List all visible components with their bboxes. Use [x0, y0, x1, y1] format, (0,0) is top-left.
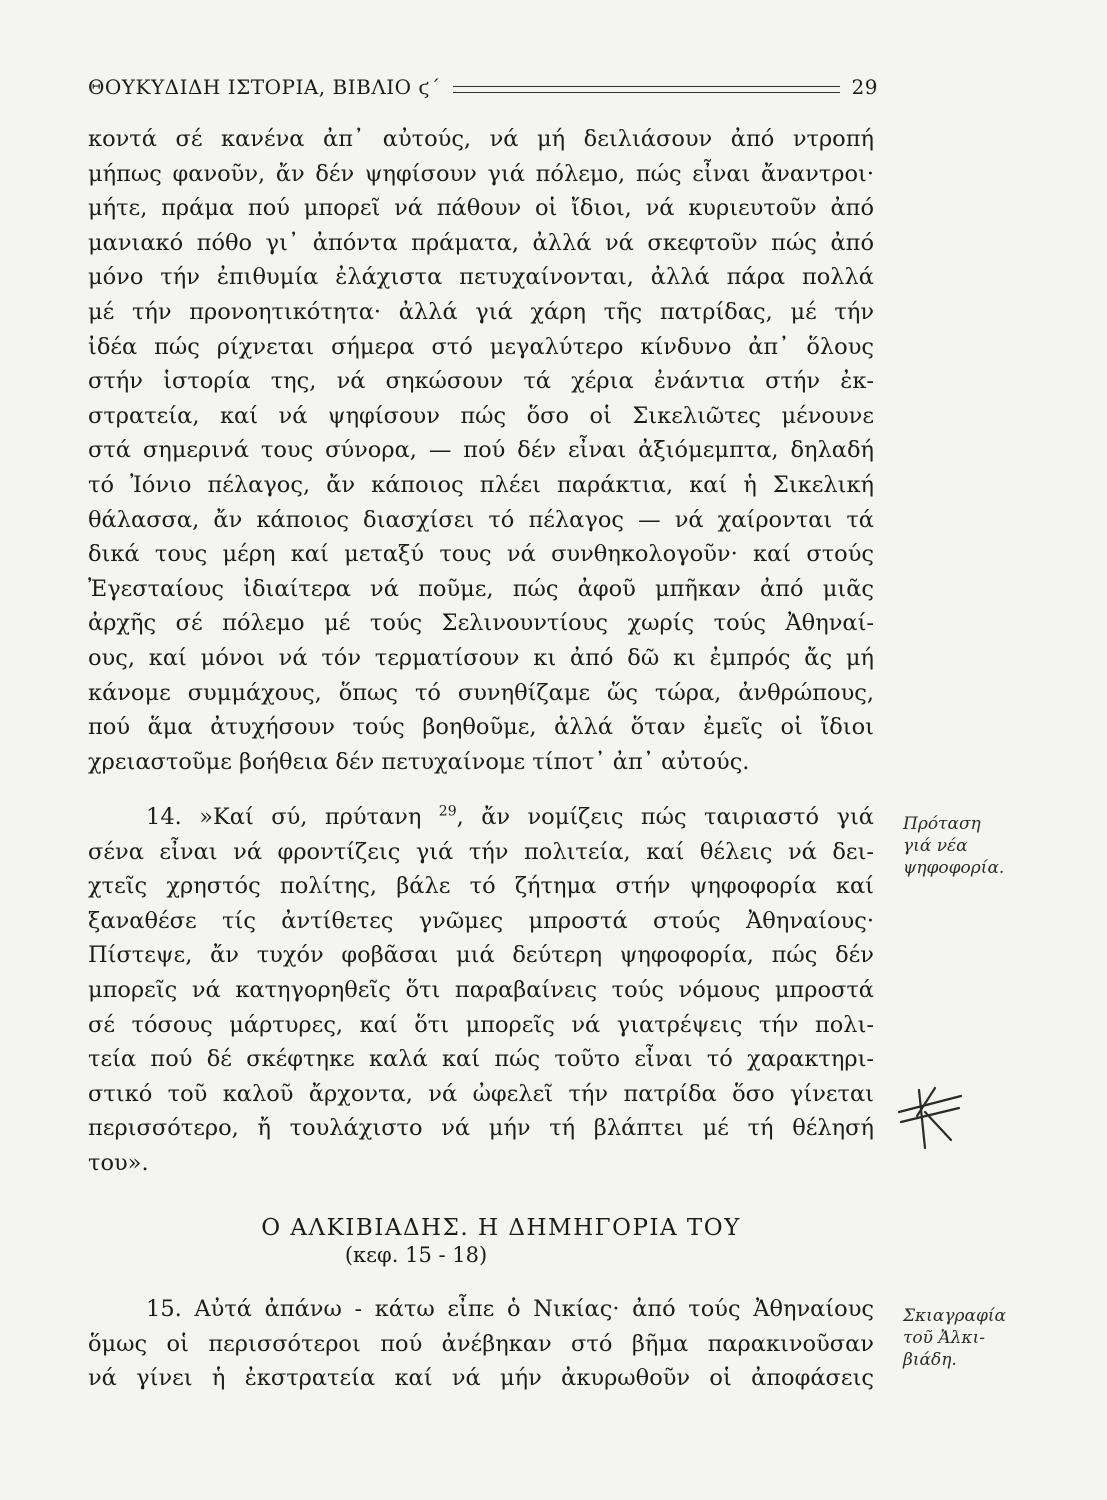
- page-number: 29: [851, 75, 878, 99]
- text-line: ἰδέα πώς ρίχνεται σήμερα στό μεγαλύτερο κίνδυνο ἀπ᾿ ὅλους: [88, 333, 874, 360]
- text-line: μπορεῖς νά κατηγορηθεῖς ὅτι παραβαίνεις τούς νόμους μπροστά: [88, 976, 874, 1003]
- text-line: ους, καί μόνοι νά τόν τερματίσουν κι ἀπό δῶ κι ἐμπρός ἄς μή: [88, 644, 874, 671]
- text-line: ὅμως οἱ περισσότεροι πού ἀνέβηκαν στό βῆμα παρακινοῦσαν: [88, 1330, 874, 1357]
- text-line: μανιακό πόθο γι᾿ ἀπόντα πράματα, ἀλλά νά σκεφτοῦν πώς ἀπό: [88, 229, 874, 256]
- text-line: τό Ἰόνιο πέλαγος, ἄν κάποιος πλέει παράκτια, καί ἡ Σικελική: [88, 471, 874, 498]
- text-line: Πίστεψε, ἄν τυχόν φοβᾶσαι μιά δεύτερη ψηφοφορία, πώς δέν: [88, 942, 874, 969]
- paragraph-13-continuation: [88, 122, 874, 779]
- margin-note-line: Σκιαγραφία: [903, 1306, 1006, 1326]
- text-line: μήπως φανοῦν, ἄν δέν ψηφίσουν γιά πόλεμο, πώς εἶναι ἄναντροι·: [88, 160, 874, 187]
- text-line: στά σημερινά τους σύνορα, — πού δέν εἶναι ἀξιόμεμπτα, δηλαδή: [88, 437, 874, 464]
- margin-note-line: Πρόταση: [903, 814, 981, 834]
- text-line: 15. Αὐτά ἀπάνω - κάτω εἶπε ὁ Νικίας· ἀπό τούς Ἀθηναίους: [146, 1296, 874, 1322]
- header-rule: [453, 86, 840, 93]
- text-line: μέ τήν προνοητικότητα· ἀλλά γιά χάρη τῆς πατρίδας, μέ τήν: [88, 298, 874, 325]
- margin-note-new-vote: [903, 813, 1004, 879]
- text-line: Ἐγεσταίους ἰδιαίτερα νά ποῦμε, πώς ἀφοῦ μπῆκαν ἀπό μιᾶς: [88, 575, 874, 602]
- text-line: περισσότερο, ἤ τουλάχιστο νά μήν τή βλάπτει μέ τή θέλησή: [88, 1115, 874, 1142]
- text-line: στικό τοῦ καλοῦ ἄρχοντα, νά ὠφελεῖ τήν πατρίδα ὅσο γίνεται: [88, 1080, 874, 1107]
- text-line: θάλασσα, ἄν κάποιος διασχίσει τό πέλαγος — νά χαίρονται τά: [88, 506, 874, 533]
- text-line: του».: [88, 1149, 149, 1176]
- text-line: ἀρχῆς σέ πόλεμο μέ τούς Σελινουντίους χωρίς τούς Ἀθηναί-: [88, 610, 874, 637]
- text-line: κάνομε συμμάχους, ὅπως τό συνηθίζαμε ὥς τώρα, ἀνθρώπους,: [88, 679, 874, 706]
- margin-note-alcibiades: [903, 1305, 1006, 1371]
- text-line: κοντά σέ κανένα ἀπ᾿ αὐτούς, νά μή δειλιάσουν ἀπό ντροπή: [88, 126, 874, 152]
- section-title: Ο ΑΛΚΙΒΙΑΔΗΣ. Η ΔΗΜΗΓΟΡΙΑ ΤΟΥ: [261, 1215, 741, 1241]
- text-line: μόνο τήν ἐπιθυμία ἐλάχιστα πετυχαίνονται, ἀλλά πάρα πολλά: [88, 264, 874, 291]
- text-line: τεία πού δέ σκέφτηκε καλά καί πώς τοῦτο εἶναι τό χαρακτηρι-: [88, 1046, 874, 1073]
- margin-note-line: τοῦ Ἀλκι-: [903, 1328, 985, 1348]
- margin-note-line: βιάδη.: [903, 1350, 957, 1370]
- section-subtitle: (κεφ. 15 - 18): [344, 1243, 488, 1267]
- paragraph-lead-rest: , ἄν νομίζεις πώς ταιριαστό γιά: [456, 804, 874, 830]
- text-line: νά γίνει ἡ ἐκστρατεία καί νά μήν ἀκυρωθοῦν οἱ ἀποφάσεις: [88, 1365, 874, 1392]
- text-line: ξαναθέσε τίς ἀντίθετες γνῶμες μπροστά στούς Ἀθηναίους·: [88, 907, 874, 934]
- footnote-ref: 29: [438, 803, 457, 820]
- text-line-first: [88, 800, 874, 835]
- section-end-mark-icon: [895, 1082, 965, 1154]
- paragraph-14: [88, 800, 874, 1181]
- text-line: χρειαστοῦμε βοήθεια δέν πετυχαίνομε τίποτ᾿ ἀπ᾿ αὐτούς.: [88, 748, 750, 775]
- text-line: μήτε, πράμα πού μπορεῖ νά πάθουν οἱ ἴδιοι, νά κυριευτοῦν ἀπό: [88, 195, 874, 222]
- margin-note-line: ψηφοφορία.: [903, 858, 1005, 878]
- paragraph-15: [88, 1292, 874, 1396]
- header-title: ΘΟΥΚΥΔΙΔΗ ΙΣΤΟΡΙΑ, ΒΙΒΛΙΟ ϛ΄: [88, 75, 441, 99]
- text-line: χτεῖς χρηστός πολίτης, βάλε τό ζήτημα στήν ψηφοφορία καί: [88, 873, 874, 900]
- text-line: στήν ἱστορία της, νά σηκώσουν τά χέρια ἐνάντια στήν ἐκ-: [88, 368, 874, 395]
- text-line: σέ τόσους μάρτυρες, καί ὅτι μπορεῖς νά γιατρέψεις τήν πολι-: [88, 1011, 874, 1038]
- section-heading: [88, 1215, 874, 1267]
- running-header: [88, 72, 878, 102]
- text-line: πού ἅμα ἀτυχήσουν τούς βοηθοῦμε, ἀλλά ὅταν ἐμεῖς οἱ ἴδιοι: [88, 714, 874, 741]
- text-line: σένα εἶναι νά φροντίζεις γιά τήν πολιτεία, καί θέλεις νά δει-: [88, 838, 874, 865]
- paragraph-lead: 14. »Καί σύ, πρύτανη: [146, 804, 439, 830]
- text-line: δικά τους μέρη καί μεταξύ τους νά συνθηκολογοῦν· καί στούς: [88, 541, 874, 568]
- text-line: στρατεία, καί νά ψηφίσουν πώς ὅσο οἱ Σικελιῶτες μένουνε: [88, 402, 874, 429]
- margin-note-line: γιά νέα: [903, 836, 968, 856]
